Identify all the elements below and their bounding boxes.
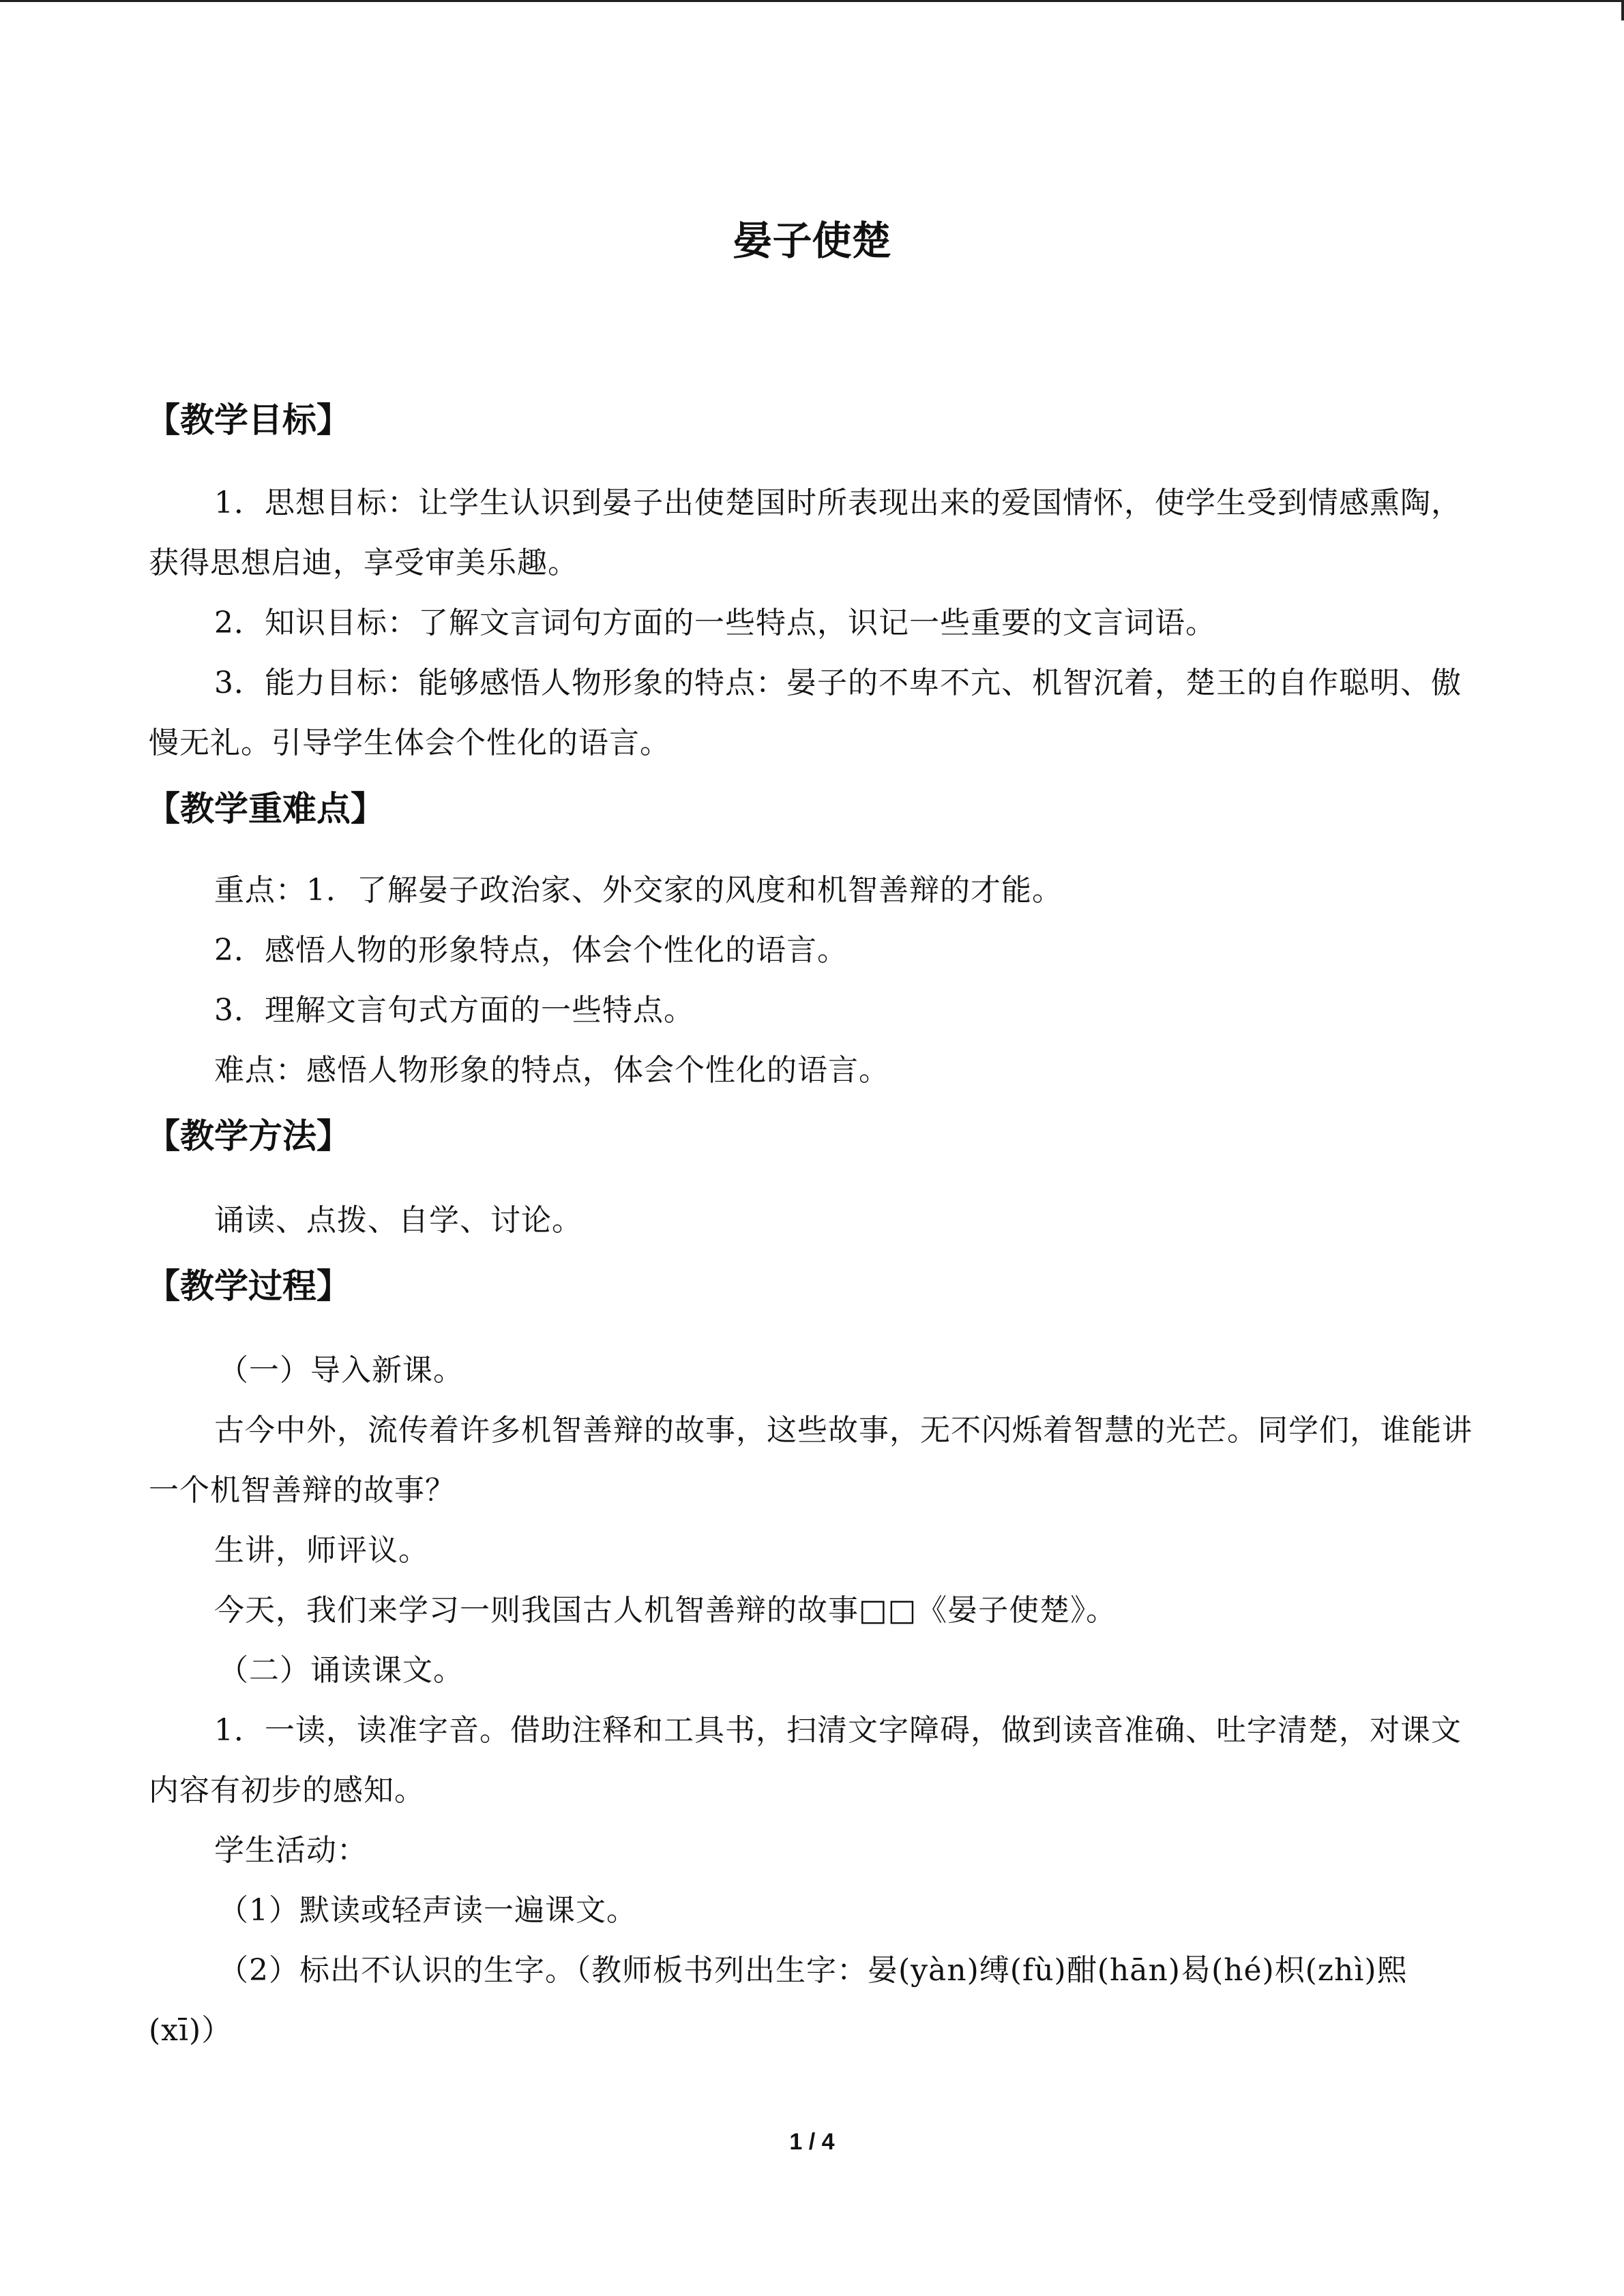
process-step-heading: （二）诵读课文。 bbox=[218, 1653, 464, 1688]
section-heading-objectives: 【教学目标】 bbox=[146, 400, 351, 440]
process-step-heading: （一）导入新课。 bbox=[218, 1353, 464, 1388]
page-corner-mark bbox=[1621, 0, 1624, 20]
section-heading-process: 【教学过程】 bbox=[146, 1266, 351, 1306]
key-point-item: 2．感悟人物的形象特点，体会个性化的语言。 bbox=[214, 933, 848, 968]
process-paragraph: 古今中外，流传着许多机智善辩的故事，这些故事，无不闪烁着智慧的光芒。同学们，谁能讲一个机智善辩的故事？ bbox=[149, 1413, 1473, 1508]
page-title: 晏子使楚 bbox=[733, 218, 891, 264]
section-heading-methods: 【教学方法】 bbox=[146, 1116, 351, 1156]
section-heading-key-points: 【教学重难点】 bbox=[146, 789, 385, 829]
process-paragraph: 学生活动： bbox=[214, 1833, 368, 1868]
process-paragraph: 生讲，师评议。 bbox=[214, 1533, 429, 1568]
page-top-border bbox=[0, 0, 1624, 2]
page-number: 1 / 4 bbox=[789, 2129, 835, 2155]
objective-item: 3．能力目标：能够感悟人物形象的特点：晏子的不卑不亢、机智沉着，楚王的自作聪明、傲慢无礼。引导学生体会个性化的语言。 bbox=[149, 666, 1462, 760]
process-paragraph: 今天，我们来学习一则我国古人机智善辩的故事□□《晏子使楚》。 bbox=[214, 1593, 1117, 1628]
key-point-item: 3．理解文言句式方面的一些特点。 bbox=[214, 993, 694, 1028]
process-list-item: （2）标出不认识的生字。（教师板书列出生字：晏(yàn)缚(fù)酣(hān)曷(hé)枳(zhì)熙(xī)） bbox=[149, 1953, 1408, 2048]
objective-item: 2．知识目标：了解文言词句方面的一些特点，识记一些重要的文言词语。 bbox=[214, 606, 1216, 640]
difficulty-item: 难点：感悟人物形象的特点，体会个性化的语言。 bbox=[214, 1053, 889, 1088]
objective-item: 1．思想目标：让学生认识到晏子出使楚国时所表现出来的爱国情怀，使学生受到情感熏陶，获得思想启迪，享受审美乐趣。 bbox=[149, 486, 1462, 580]
process-list-item: （1）默读或轻声读一遍课文。 bbox=[218, 1893, 637, 1928]
key-point-item: 重点：1．了解晏子政治家、外交家的风度和机智善辩的才能。 bbox=[214, 873, 1063, 908]
method-item: 诵读、点拨、自学、讨论。 bbox=[214, 1203, 582, 1238]
process-paragraph: 1．一读，读准字音。借助注释和工具书，扫清文字障碍，做到读音准确、吐字清楚，对课文内容有初步的感知。 bbox=[149, 1713, 1462, 1808]
